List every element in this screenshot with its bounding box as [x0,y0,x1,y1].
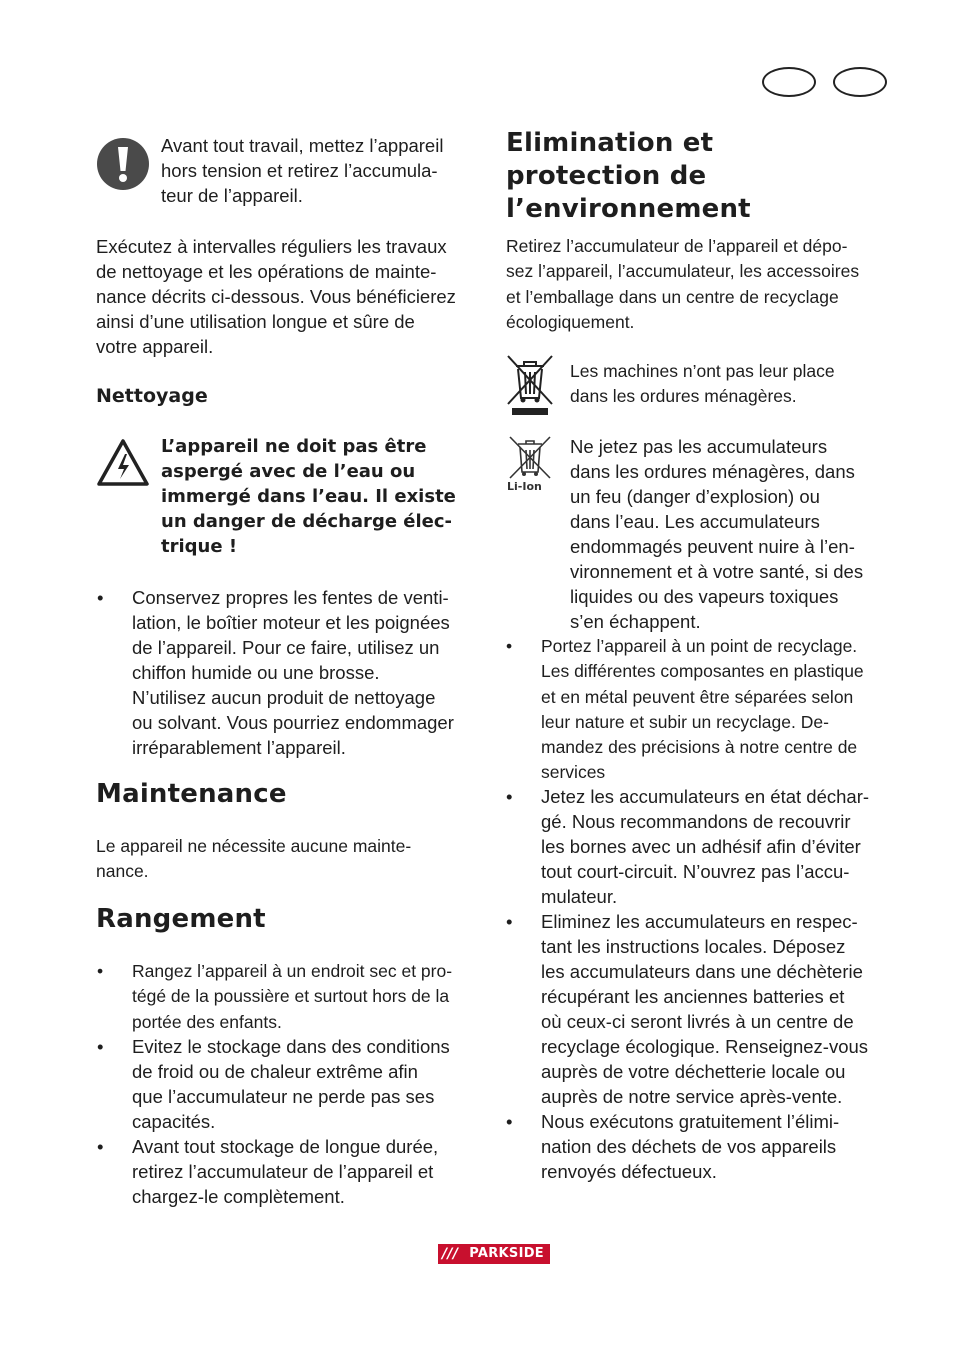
notice-line: hors tension et retirez l’accumula- [161,160,438,181]
bullet-line: Jetez les accumulateurs en état déchar- [541,786,870,807]
bullet-line: les accumulateurs dans une déchèterie [541,961,863,982]
bullet-line: ou solvant. Vous pourriez endommager [132,712,454,733]
bullet-line: Nous exécutons gratuitement l’élimi- [541,1111,840,1132]
language-tab-left [762,67,816,97]
bullet-marker: • [506,1111,513,1132]
notice-text [161,133,491,208]
bullet-line: auprès de votre déchetterie locale ou [541,1061,846,1082]
intro-line: ainsi d’une utilisation longue et sûre de [96,311,415,332]
exclamation-icon [96,137,150,191]
bullet-line: chiffon humide ou une brosse. [132,662,380,683]
bullet-line: leur nature et subir un recyclage. De- [541,711,829,732]
bullet-line: où ceux-ci seront livrés à un centre de [541,1011,854,1032]
bullet-line: tant les instructions locales. Déposez [541,936,846,957]
bullet-line: Portez l’appareil à un point de recyclage. [541,636,858,656]
bullet-line: chargez-le complètement. [132,1186,345,1207]
intro-paragraph [96,234,496,359]
battery-line: un feu (danger d’explosion) ou [570,486,820,507]
storage-bullet [97,959,492,1035]
bullet-marker: • [506,786,513,807]
bullet-line: recyclage écologique. Renseignez-vous [541,1036,869,1057]
bullet-line: N’utilisez aucun produit de nettoyage [132,687,436,708]
notice-line: teur de l’appareil. [161,185,303,206]
bullet-line: nation des déchets de vos appareils [541,1136,837,1157]
intro-line: Exécutez à intervalles réguliers les travaux [96,236,447,257]
bin-line: dans les ordures ménagères. [570,386,797,407]
bullet-line: mulateur. [541,886,618,907]
intro-line: votre appareil. [96,336,214,357]
bullet-line: portée des enfants. [132,1011,282,1032]
battery-line: endommagés peuvent nuire à l’en- [570,536,855,557]
bullet-line: tégé de la poussière et surtout hors de la [132,986,450,1007]
bullet-line: récupérant les anciennes batteries et [541,986,845,1007]
bullet-line: auprès de notre service après-vente. [541,1086,843,1107]
bullet-line: renvoyés défectueux. [541,1161,717,1182]
intro-line: écologiquement. [506,311,635,332]
bullet-line: Rangez l’appareil à un endroit sec et pro- [132,961,453,981]
bullet-line: services [541,762,606,783]
intro-line: et l’emballage dans un centre de recyclage [506,286,839,307]
bullet-marker: • [97,1136,104,1157]
cleaning-bullet [97,585,492,760]
battery-line: Ne jetez pas les accumulateurs [570,436,828,457]
maintenance-line: nance. [96,861,149,882]
bullet-line: capacités. [132,1111,216,1132]
bullet-line: irréparablement l’appareil. [132,737,346,758]
warning-line: un danger de décharge élec- [161,511,453,532]
intro-line: sez l’appareil, l’accumulateur, les accessoires [506,261,860,282]
logo-stripes: /// [442,1246,459,1262]
bullet-line: Conservez propres les fentes de venti- [132,587,449,608]
electric-warning-icon [96,438,150,488]
bullet-line: gé. Nous recommandons de recouvrir [541,811,851,832]
bullet-line: Eliminez les accumulateurs en respec- [541,911,858,932]
bullet-line: lation, le boîtier moteur et les poignées [132,612,450,633]
bullet-marker: • [506,911,513,932]
warning-line: trique ! [161,536,238,557]
intro-line: nance décrits ci-dessous. Vous bénéficierez [96,286,456,307]
bullet-line: de l’appareil. Pour ce faire, utilisez un [132,637,440,658]
disposal-heading [506,127,886,226]
warning-line: aspergé avec de l’eau ou [161,461,416,482]
storage-heading: Rangement [96,904,266,934]
disposal-intro [506,234,896,335]
battery-line: vironnement et à votre santé, si des [570,561,864,582]
crossed-bin-icon [504,352,556,418]
bullet-marker: • [97,1036,104,1057]
storage-bullet [97,1034,492,1134]
intro-line: Retirez l’accumulateur de l’appareil et dépo- [506,236,848,256]
disposal-bullet [506,1109,901,1184]
li-ion-label: Li-Ion [507,480,542,493]
battery-line: liquides ou des vapeurs toxiques [570,586,839,607]
bullet-line: les bornes avec un adhésif afin d’éviter [541,836,861,857]
cleaning-warning [161,434,491,559]
battery-line: dans les ordures ménagères, dans [570,461,855,482]
bullet-line: et en métal peuvent être séparées selon [541,686,854,707]
bullet-marker: • [506,636,513,656]
intro-line: de nettoyage et les opérations de mainte- [96,261,437,282]
bullet-marker: • [97,587,104,608]
battery-line: s’en échappent. [570,611,701,632]
bullet-line: retirez l’accumulateur de l’appareil et [132,1161,434,1182]
parkside-logo [438,1244,550,1264]
warning-line: L’appareil ne doit pas être [161,436,427,457]
bullet-line: de froid ou de chaleur extrême afin [132,1061,418,1082]
bullet-line: que l’accumulateur ne perde pas ses [132,1086,435,1107]
bullet-line: Evitez le stockage dans des conditions [132,1036,450,1057]
bin-text [570,359,890,410]
storage-bullet [97,1134,492,1209]
li-ion-bin-icon [504,434,556,498]
heading-line: protection de [506,161,707,191]
bullet-line: Avant tout stockage de longue durée, [132,1136,439,1157]
language-tab-right [833,67,887,97]
maintenance-text [96,834,496,885]
bullet-line: Les différentes composantes en plastique [541,661,864,682]
brand-name: PARKSIDE [469,1246,544,1261]
bin-line: Les machines n’ont pas leur place [570,361,835,381]
warning-line: immergé dans l’eau. Il existe [161,486,456,507]
disposal-bullet [506,909,901,1109]
bullet-line: mandez des précisions à notre centre de [541,737,858,758]
bullet-marker: • [97,961,104,981]
maintenance-line: Le appareil ne nécessite aucune mainte- [96,836,412,856]
battery-line: dans l’eau. Les accumulateurs [570,511,820,532]
disposal-bullet [506,784,901,909]
disposal-bullet [506,634,901,786]
notice-line: Avant tout travail, mettez l’appareil [161,135,444,156]
maintenance-heading: Maintenance [96,779,287,809]
heading-line: l’environnement [506,194,751,224]
heading-line: Elimination et [506,128,714,158]
battery-text [570,434,900,634]
bullet-line: tout court-circuit. N’ouvrez pas l’accu- [541,861,850,882]
cleaning-heading: Nettoyage [96,385,208,407]
